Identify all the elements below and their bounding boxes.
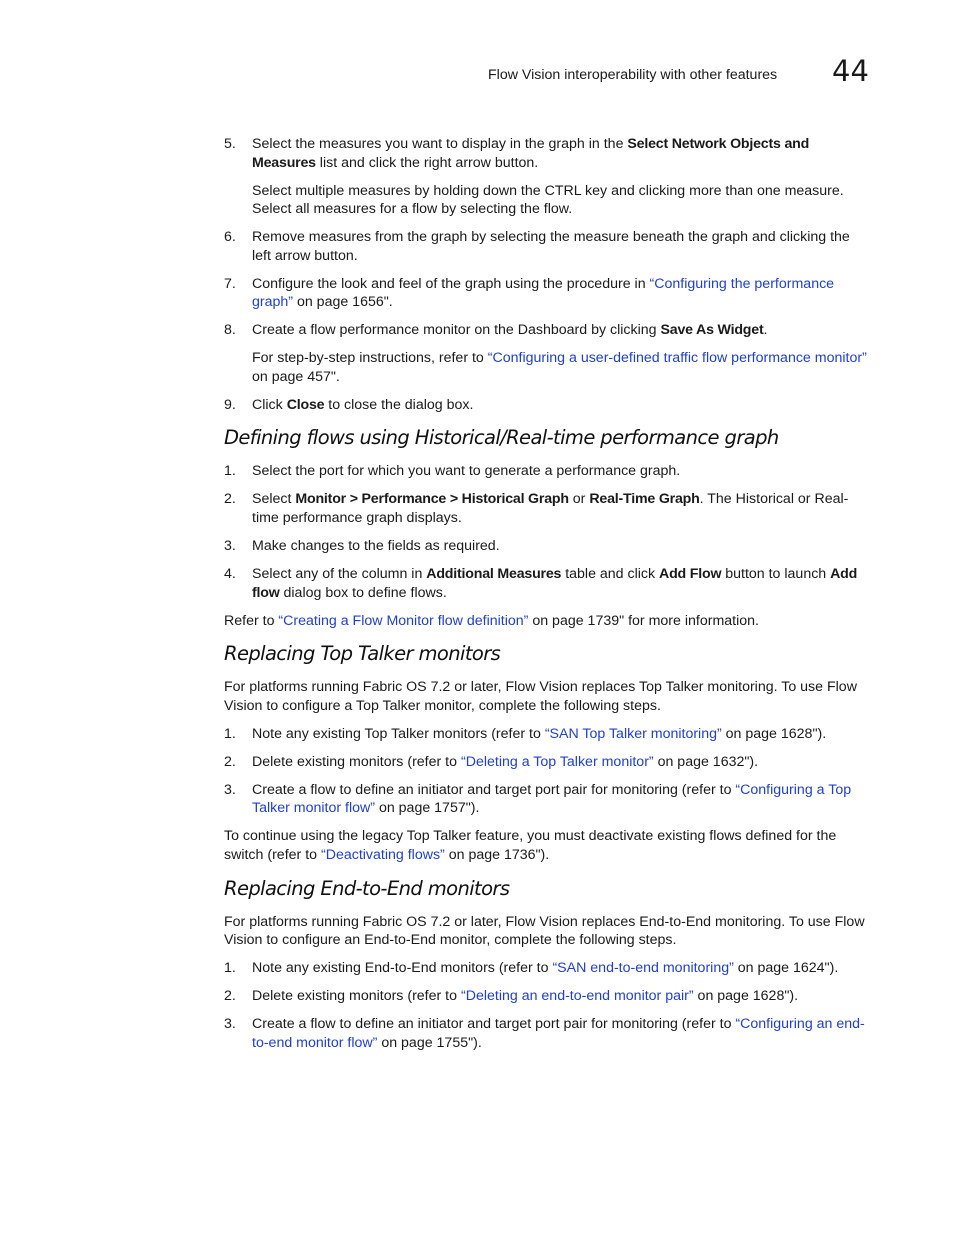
cross-reference-link[interactable]: “Configuring a user-defined traffic flow performance monitor” bbox=[487, 350, 867, 367]
steps-list-defining-flows bbox=[224, 462, 872, 602]
paragraph: For platforms running Fabric OS 7.2 or later, Flow Vision replaces End-to-End monitoring. To use Flow Vision to configure an End-to-End monitor, complete the following steps. bbox=[224, 913, 865, 949]
cross-reference-link[interactable]: “Configuring an end-to-end monitor flow” bbox=[252, 1016, 865, 1051]
paragraph: For platforms running Fabric OS 7.2 or later, Flow Vision replaces Top Talker monitoring. To use Flow Vision to configure a Top Talker monitor, complete the following steps. bbox=[224, 679, 857, 714]
paragraph: To continue using the legacy Top Talker feature, you must deactivate existing flows defined for the switch (refer to “Deactivating flows” on page 1736"). bbox=[224, 828, 837, 863]
ui-term: Add Flow bbox=[659, 566, 722, 583]
list-item: 6. Remove measures from the graph by selecting the measure beneath the graph and clicking the left arrow button. bbox=[224, 229, 850, 264]
list-item: 1. Select the port for which you want to generate a performance graph. bbox=[224, 463, 681, 480]
section-heading-defining-flows: Defining flows using Historical/Real-time performance graph bbox=[224, 426, 779, 450]
list-item: 4. Select any of the column in Additional Measures table and click Add Flow button to launch Add flow dialog box to define flows. bbox=[224, 566, 858, 601]
step-note: For step-by-step instructions, refer to “Configuring a user-defined traffic flow performance monitor” on page 457". bbox=[252, 350, 867, 385]
list-item: 2. Delete existing monitors (refer to “Deleting an end-to-end monitor pair” on page 1628"). bbox=[224, 988, 799, 1005]
list-item: 3. Create a flow to define an initiator and target port pair for monitoring (refer to “Configuring an end-to-end monitor flow” on page 1755"). bbox=[224, 1016, 865, 1051]
list-item: 3. Make changes to the fields as required. bbox=[224, 538, 500, 555]
ui-term: Close bbox=[286, 396, 325, 413]
page-content bbox=[224, 135, 872, 1062]
chapter-number: 44 bbox=[832, 54, 869, 88]
ui-term: Add flow bbox=[252, 566, 858, 601]
ui-term: Real-Time Graph bbox=[589, 491, 700, 508]
section-heading-end-to-end: Replacing End-to-End monitors bbox=[224, 876, 510, 900]
list-item: 2. Select Monitor > Performance > Historical Graph or Real-Time Graph. The Historical or Real-time performance graph displays. bbox=[224, 491, 849, 527]
list-item: 9. Click Close to close the dialog box. bbox=[224, 396, 474, 413]
list-item: 3. Create a flow to define an initiator and target port pair for monitoring (refer to “Configuring a Top Talker monitor flow” on page 1757"). bbox=[224, 781, 852, 817]
list-item: 1. Note any existing Top Talker monitors (refer to “SAN Top Talker monitoring” on page 1628"). bbox=[224, 725, 827, 742]
ui-term: Select Network Objects and Measures bbox=[252, 136, 810, 171]
cross-reference-link[interactable]: “Configuring the performance graph” bbox=[252, 275, 835, 311]
cross-reference-link[interactable]: “SAN Top Talker monitoring” bbox=[544, 725, 722, 742]
list-item: 7. Configure the look and feel of the graph using the procedure in “Configuring the performance graph” on page 1656". bbox=[224, 275, 835, 311]
cross-reference-link[interactable]: “Creating a Flow Monitor flow definition” bbox=[278, 612, 529, 629]
list-item: 1. Note any existing End-to-End monitors (refer to “SAN end-to-end monitoring” on page 1624"). bbox=[224, 960, 839, 977]
ui-term: Additional Measures bbox=[426, 566, 562, 583]
paragraph: Refer to “Creating a Flow Monitor flow definition” on page 1739" for more information. bbox=[224, 612, 759, 629]
cross-reference-link[interactable]: “Deactivating flows” bbox=[320, 846, 445, 863]
list-item: 2. Delete existing monitors (refer to “Deleting a Top Talker monitor” on page 1632"). bbox=[224, 753, 759, 770]
ui-term: Monitor > Performance > Historical Graph bbox=[295, 491, 569, 508]
ui-term: Save As Widget bbox=[660, 322, 764, 339]
step-note: Select multiple measures by holding down the CTRL key and clicking more than one measure. Select all measures for a flow by selecting the flow. bbox=[252, 182, 844, 218]
cross-reference-link[interactable]: “Deleting an end-to-end monitor pair” bbox=[460, 988, 694, 1005]
steps-list-top-talker bbox=[224, 725, 872, 818]
steps-list-end-to-end bbox=[224, 959, 872, 1052]
section-heading-top-talker: Replacing Top Talker monitors bbox=[224, 642, 501, 666]
page-header bbox=[0, 54, 954, 88]
list-item: 5. Select the measures you want to display in the graph in the Select Network Objects and Measures list and click the right arrow button. Select multiple measures by holding down the CTRL key and clicking more than one measure. Select all measures for a flow by selecting the flow. bbox=[224, 135, 872, 219]
cross-reference-link[interactable]: “Deleting a Top Talker monitor” bbox=[460, 753, 654, 770]
list-item: 8. Create a flow performance monitor on the Dashboard by clicking Save As Widget. For step-by-step instructions, refer to “Configuring a user-defined traffic flow performance monitor” on page 457". bbox=[224, 321, 872, 386]
cross-reference-link[interactable]: “Configuring a Top Talker monitor flow” bbox=[252, 781, 852, 817]
cross-reference-link[interactable]: “SAN end-to-end monitoring” bbox=[552, 960, 734, 977]
running-header-title: Flow Vision interoperability with other features bbox=[488, 67, 778, 83]
steps-list-continued bbox=[224, 135, 872, 414]
